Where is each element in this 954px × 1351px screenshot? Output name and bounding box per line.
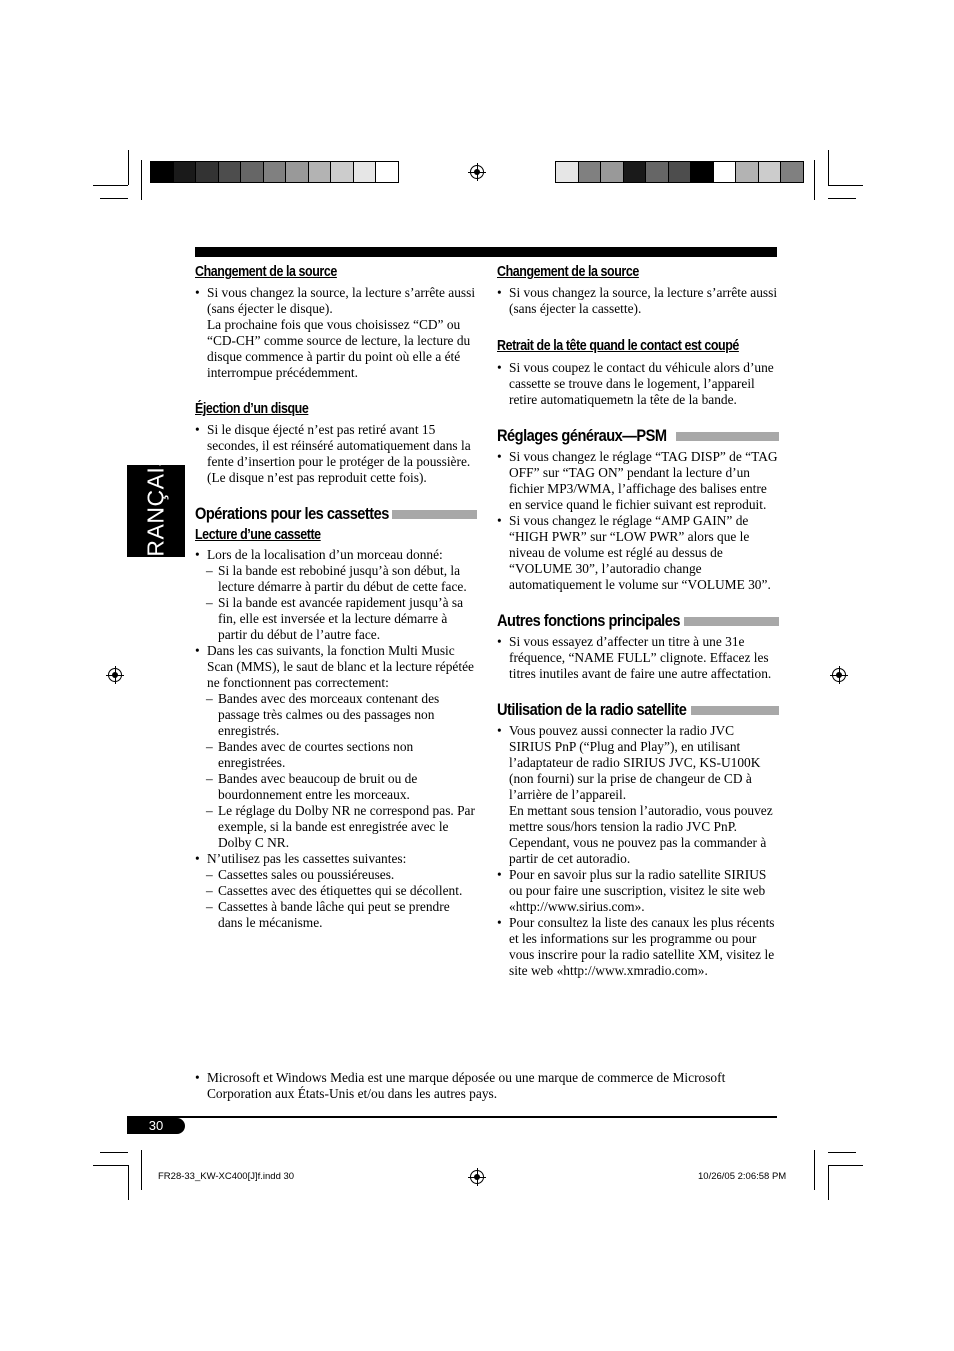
source-heading-right: Changement de la source (497, 264, 639, 280)
color-calibration-bar-left (150, 161, 399, 183)
color-swatch (174, 162, 197, 182)
psm-heading: Réglages généraux—PSM (497, 426, 667, 445)
color-swatch (691, 162, 714, 182)
color-swatch (376, 162, 398, 182)
color-swatch (241, 162, 264, 182)
color-calibration-bar-right (555, 161, 804, 183)
reading-heading: Lecture d’une cassette (195, 527, 321, 543)
color-swatch (286, 162, 309, 182)
bottom-rule (127, 1116, 777, 1118)
satellite-section-header (497, 702, 779, 718)
footer-datetime: 10/26/05 2:06:58 PM (698, 1171, 787, 1182)
color-swatch (624, 162, 647, 182)
list-item: • Si vous changez le réglage “AMP GAIN” de “HIGH PWR” sur “LOW PWR” alors que le niveau de volume est réglé au dessus de “VOLUME 30”, l’autoradio change automatiquement le volume sur “VOLUME 30”. (497, 513, 779, 593)
list-item: – Bandes avec des morceaux contenant des passage très calmes ou des passages non enregistrés. (195, 691, 477, 739)
cassette-section-header (195, 506, 477, 522)
color-swatch (646, 162, 669, 182)
heading-grey-bar (392, 510, 477, 519)
registration-target-right (832, 668, 846, 682)
list-item: • Vous pouvez aussi connecter la radio JVC SIRIUS PnP (“Plug and Play”), en utilisant l’adaptateur de radio SIRIUS JVC, KS-U100K (non fourni) sur la prise de changeur de CD à l’arrière de l’appareil. En mettant sous tension l’autoradio, vous pouvez mettre sous/hors tension la radio JVC PnP. Cependant, vous ne pouvez pas la commander à partir de cet autoradio. (497, 723, 779, 867)
color-swatch (781, 162, 803, 182)
list-item: – Cassettes à bande lâche qui peut se prendre dans le mécanisme. (195, 899, 477, 931)
color-swatch (759, 162, 782, 182)
registration-target-bottom (470, 1170, 484, 1184)
footer-file: FR28-33_KW-XC400[J]f.indd 30 (158, 1171, 295, 1182)
other-section-header (497, 613, 779, 629)
top-rule (195, 247, 777, 257)
list-item: • N’utilisez pas les cassettes suivantes: (195, 851, 477, 867)
list-item: • Si vous essayez d’affecter un titre à une 31e fréquence, “NAME FULL” clignote. Effacez les titres inutiles avant de faire une autre affectation. (497, 634, 779, 682)
heading-grey-bar (691, 706, 779, 715)
color-swatch (601, 162, 624, 182)
color-swatch (264, 162, 287, 182)
page-number: 30 (127, 1118, 185, 1134)
right-column (497, 264, 779, 979)
color-swatch (714, 162, 737, 182)
source-heading: Changement de la source (195, 264, 337, 280)
eject-heading: Éjection d’un disque (195, 401, 309, 417)
cassette-heading: Opérations pour les cassettes (195, 504, 389, 523)
other-functions-heading: Autres fonctions principales (497, 611, 680, 630)
list-item: • Si vous changez la source, la lecture s’arrête aussi (sans éjecter le disque). La prochaine fois que vous choisissez “CD” ou “CD-CH” comme source de lecture, la lecture du disque commence à partir du point où elle a été interrompue précédemment. (195, 285, 477, 381)
list-item: • Dans les cas suivants, la fonction Multi Music Scan (MMS), le saut de blanc et la lecture répétée ne fonctionnent pas correctement: (195, 643, 477, 691)
list-item: – Le réglage du Dolby NR ne correspond pas. Par exemple, si la bande est enregistrée avec le Dolby C NR. (195, 803, 477, 851)
list-item: • Lors de la localisation d’un morceau donné: (195, 547, 477, 563)
list-item: – Si la bande est rebobiné jusqu’à son début, la lecture démarre à partir du début de cette face. (195, 563, 477, 595)
list-item: – Cassettes sales ou poussiéreuses. (195, 867, 477, 883)
heading-grey-bar (684, 617, 779, 626)
registration-target-top (470, 165, 484, 179)
list-item: • Si vous coupez le contact du véhicule alors d’une cassette se trouve dans le logement, l’appareil retire automatiquemetn la tête de la bande. (497, 360, 779, 408)
language-tab: FRANÇAIS (127, 465, 185, 557)
list-item: • Si le disque éjecté n’est pas retiré avant 15 secondes, il est réinséré automatiquement dans la fente d’insertion pour le protéger de la poussière. (Le disque n’est pas reproduit cette fois). (195, 422, 477, 486)
color-swatch (556, 162, 579, 182)
color-swatch (219, 162, 242, 182)
color-swatch (309, 162, 332, 182)
psm-section-header (497, 428, 779, 444)
list-item: • Pour consultez la liste des canaux les plus récents et les informations sur les programme ou pour vous inscrire pour la radio satellite XM, visitez le site web «http://www.xmradio.com». (497, 915, 779, 979)
color-swatch (354, 162, 377, 182)
registration-target-left (108, 668, 122, 682)
list-item: – Cassettes avec des étiquettes qui se décollent. (195, 883, 477, 899)
list-item: • Si vous changez le réglage “TAG DISP” de “TAG OFF” sur “TAG ON” pendant la lecture d’un fichier MP3/WMA, l’affichage des balises entre en service quand le fichier suivant est reproduit. (497, 449, 779, 513)
satellite-heading: Utilisation de la radio satellite (497, 700, 687, 719)
left-column (195, 264, 477, 931)
color-swatch (669, 162, 692, 182)
trademark-note: • Microsoft et Windows Media est une marque déposée ou une marque de commerce de Microsoft Corporation aux États-Unis et/ou dans les autres pays. (195, 1070, 777, 1102)
list-item: • Pour en savoir plus sur la radio satellite SIRIUS ou pour faire une suscription, visitez le site web «http://www.sirius.com». (497, 867, 779, 915)
color-swatch (736, 162, 759, 182)
color-swatch (151, 162, 174, 182)
color-swatch (196, 162, 219, 182)
color-swatch (331, 162, 354, 182)
list-item: – Bandes avec beaucoup de bruit ou de bourdonnement entre les morceaux. (195, 771, 477, 803)
list-item: – Si la bande est avancée rapidement jusqu’à sa fin, elle est inversée et la lecture démarre à partir du début de l’autre face. (195, 595, 477, 643)
heading-grey-bar (676, 432, 779, 441)
list-item: • Si vous changez la source, la lecture s’arrête aussi (sans éjecter la cassette). (497, 285, 779, 317)
list-item: – Bandes avec de courtes sections non enregistrées. (195, 739, 477, 771)
color-swatch (579, 162, 602, 182)
head-retract-heading: Retrait de la tête quand le contact est coupé (497, 338, 739, 354)
